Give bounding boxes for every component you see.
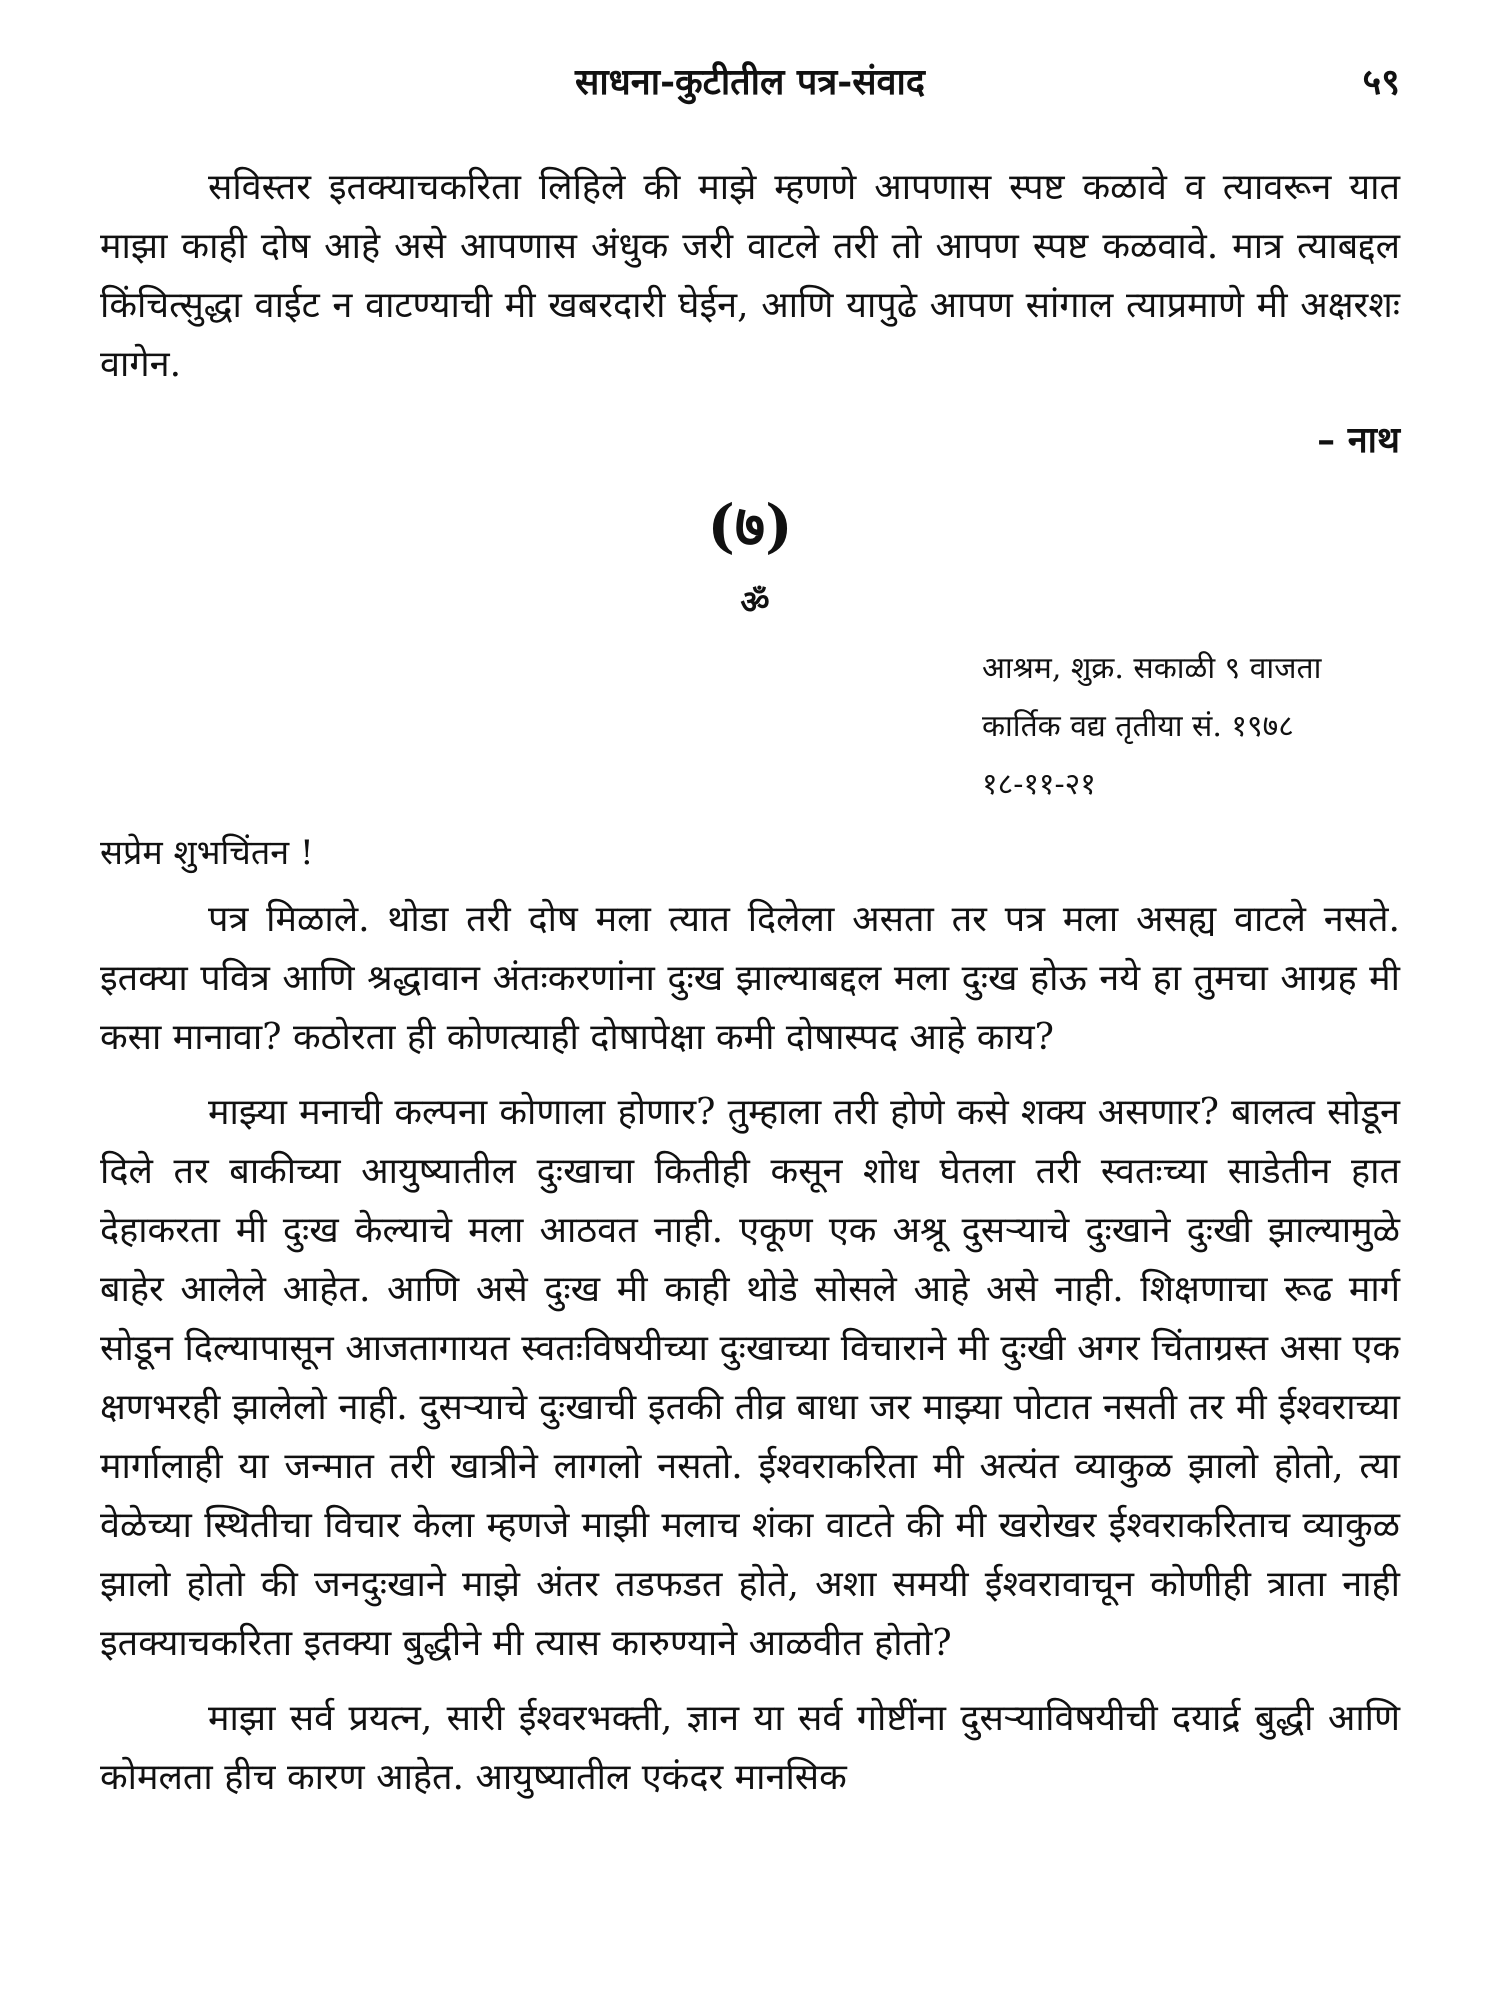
salutation: सप्रेम शुभचिंतन ! (100, 833, 314, 873)
om-symbol: ॐ (740, 583, 770, 621)
letter-paragraph: पत्र मिळाले. थोडा तरी दोष मला त्यात दिलेला असता तर पत्र मला असह्य वाटले नसते. इतक्या पवित्र आणि श्रद्धावान अंतःकरणांना दुःख झाल्याबद्दल मला दुःख होऊ नये हा तुमचा आग्रह मी कसा मानावा? कठोरता ही कोणत्याही दोषापेक्षा कमी दोषास्पद आहे काय? (100, 899, 1400, 1058)
page-header (100, 52, 1400, 112)
letter-body (100, 890, 1400, 1807)
gregorian-date-line: १८-११-२१ (982, 767, 1096, 802)
letter-date-block (982, 640, 1321, 814)
signature: – नाथ (1317, 419, 1400, 461)
hindu-calendar-date-line: कार्तिक वद्य तृतीया सं. १९७८ (982, 709, 1294, 744)
letter-number: (७) (707, 492, 793, 560)
opening-paragraph: सविस्तर इतक्याचकरिता लिहिले की माझे म्हणणे आपणास स्पष्ट कळावे व त्यावरून यात माझा काही दोष आहे असे आपणास अंधुक जरी वाटले तरी तो आपण स्पष्ट कळवावे. मात्र त्याबद्दल किंचित्सुद्धा वाईट न वाटण्याची मी खबरदारी घेईन, आणि यापुढे आपण सांगाल त्याप्रमाणे मी अक्षरशः वागेन. (100, 167, 1400, 385)
previous-letter-ending (100, 158, 1400, 394)
letter-paragraph: माझा सर्व प्रयत्न, सारी ईश्वरभक्ती, ज्ञान या सर्व गोष्टींना दुसऱ्याविषयीची दयार्द्र बुद्धी आणि कोमलता हीच कारण आहेत. आयुष्यातील एकंदर मानसिक (100, 1698, 1400, 1798)
running-title: साधना-कुटीतील पत्र-संवाद (574, 61, 925, 103)
page-number: ५९ (1362, 61, 1400, 103)
letter-paragraph: माझ्या मनाची कल्पना कोणाला होणार? तुम्हाला तरी होणे कसे शक्य असणार? बालत्व सोडून दिले तर बाकीच्या आयुष्यातील दुःखाचा कितीही कसून शोध घेतला तरी स्वतःच्या साडेतीन हात देहाकरता मी दुःख केल्याचे मला आठवत नाही. एकूण एक अश्रू दुसऱ्याचे दुःखाने दुःखी झाल्यामुळे बाहेर आलेले आहेत. आणि असे दुःख मी काही थोडे सोसले आहे असे नाही. शिक्षणाचा रूढ मार्ग सोडून दिल्यापासून आजतागायत स्वतःविषयीच्या दुःखाच्या विचाराने मी दुःखी अगर चिंताग्रस्त असा एक क्षणभरही झालेलो नाही. दुसऱ्याचे दुःखाची इतकी तीव्र बाधा जर माझ्या पोटात नसती तर मी ईश्वराच्या मार्गालाही या जन्मात तरी खात्रीने लागलो नसतो. ईश्वराकरिता मी अत्यंत व्याकुळ झालो होतो, त्या वेळेच्या स्थितीचा विचार केला म्हणजे माझी मलाच शंका वाटते की मी खरोखर ईश्वराकरिताच व्याकुळ झालो होतो की जनदुःखाने माझे अंतर तडफडत होते, अशा समयी ईश्वरावाचून कोणीही त्राता नाही इतक्याचकरिता इतक्या बुद्धीने मी त्यास कारुण्याने आळवीत होतो? (100, 1092, 1400, 1664)
place-time-line: आश्रम, शुक्र. सकाळी ९ वाजता (982, 651, 1322, 686)
